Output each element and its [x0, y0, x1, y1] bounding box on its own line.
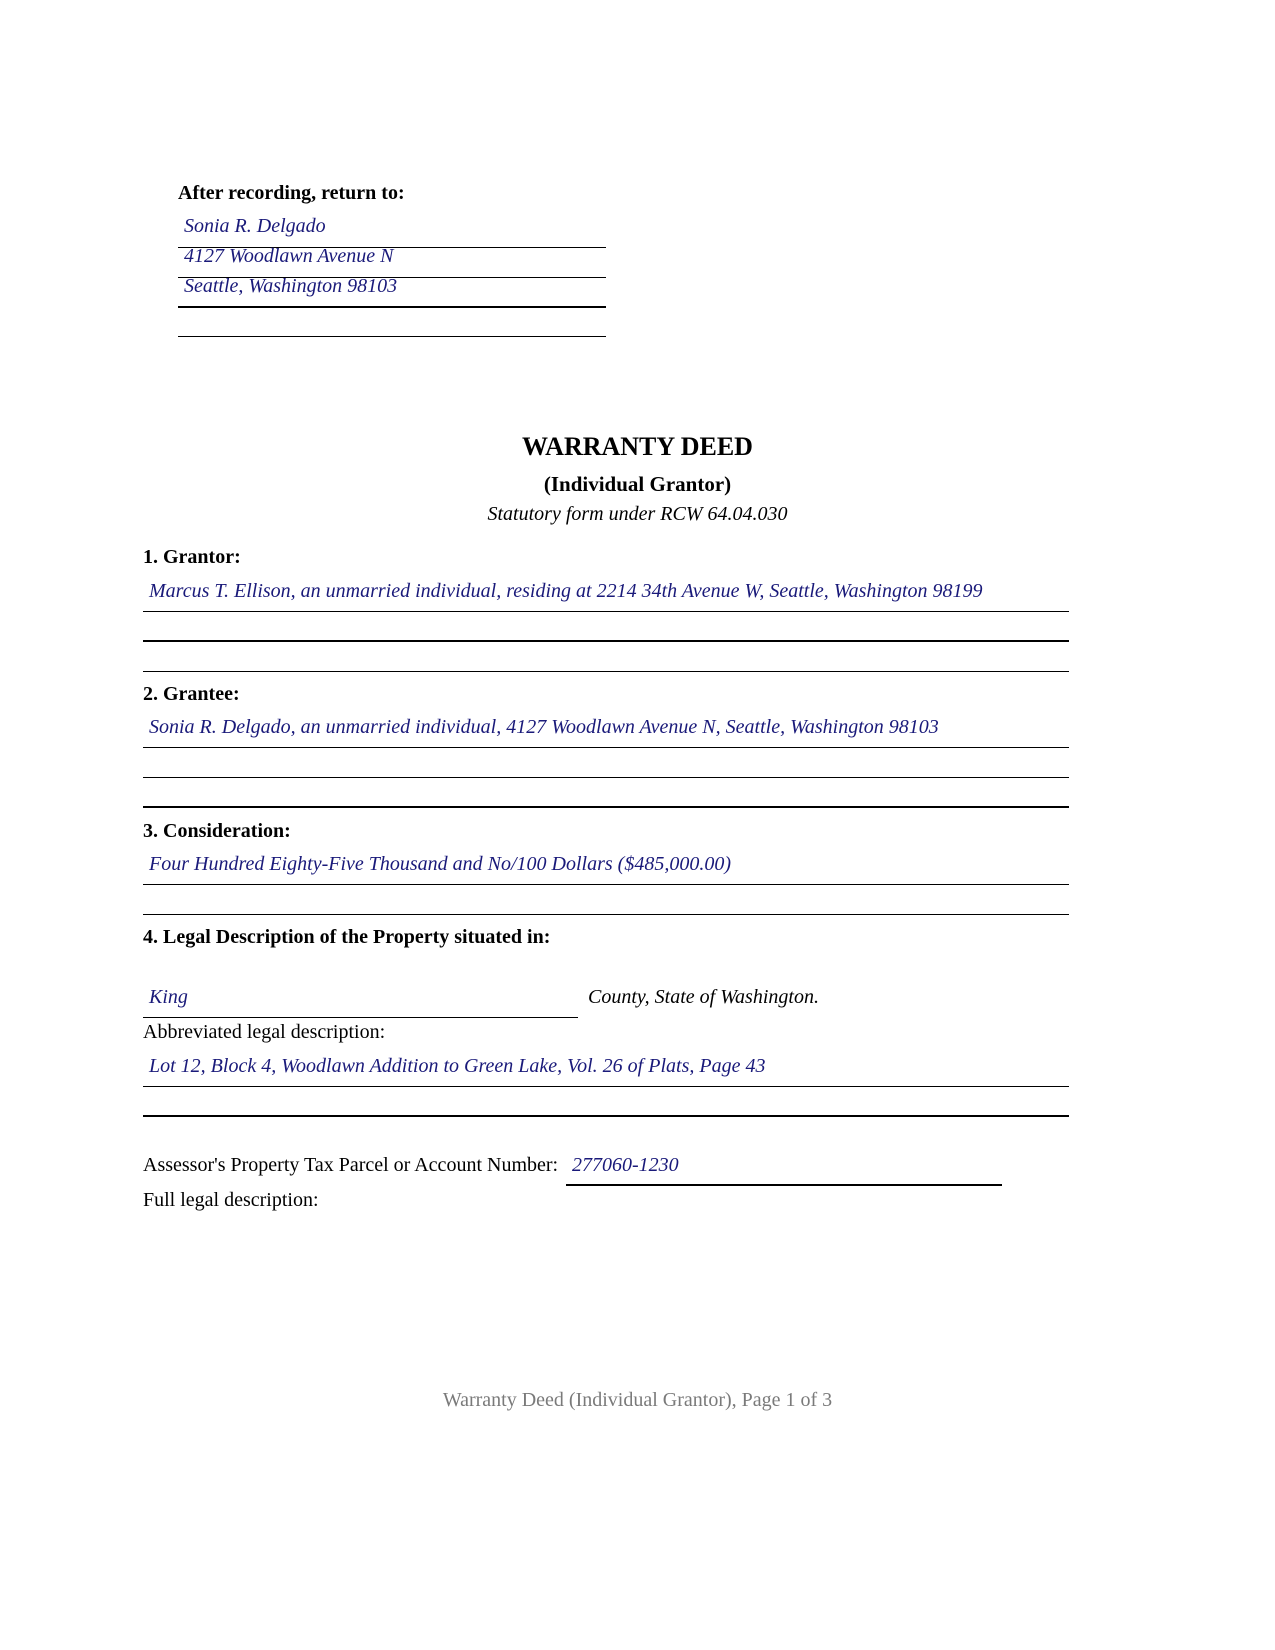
return-to-street[interactable]: 4127 Woodlawn Avenue N: [184, 245, 394, 267]
document-title: WARRANTY DEED: [522, 432, 753, 461]
return-to-line-4: [178, 336, 606, 337]
document-subtitle: (Individual Grantor): [543, 472, 732, 496]
consideration-line-1: [143, 884, 1069, 885]
consideration-line-2: [143, 914, 1069, 915]
parcel-number-value[interactable]: 277060-1230: [572, 1154, 679, 1176]
consideration-label: 3. Consideration:: [143, 820, 291, 842]
grantor-line-1: [143, 611, 1069, 612]
grantee-line-1: [143, 747, 1069, 748]
grantor-line-3: [143, 671, 1069, 672]
grantee-label: 2. Grantee:: [143, 683, 240, 705]
grantor-line-2: [143, 640, 1069, 642]
abbreviated-legal-line-1: [143, 1086, 1069, 1087]
page-footer: Warranty Deed (Individual Grantor), Page 1 of 3: [442, 1389, 833, 1411]
parcel-number-line: [566, 1184, 1002, 1186]
grantee-value[interactable]: Sonia R. Delgado, an unmarried individual, 4127 Woodlawn Avenue N, Seattle, Washington 98103: [149, 716, 939, 738]
full-legal-label: Full legal description:: [143, 1189, 319, 1211]
county-line: [143, 1017, 578, 1018]
grantor-label: 1. Grantor:: [143, 546, 241, 568]
county-value[interactable]: King: [149, 986, 188, 1008]
grantee-line-2: [143, 777, 1069, 778]
parcel-number-label: Assessor's Property Tax Parcel or Account Number:: [143, 1154, 559, 1176]
grantor-value[interactable]: Marcus T. Ellison, an unmarried individual, residing at 2214 34th Avenue W, Seattle, Washington 98199: [149, 580, 983, 602]
grantee-line-3: [143, 806, 1069, 808]
legal-description-label: 4. Legal Description of the Property situated in:: [143, 926, 551, 948]
return-to-name[interactable]: Sonia R. Delgado: [184, 215, 326, 237]
county-suffix: County, State of Washington.: [588, 986, 819, 1008]
statute-reference: Statutory form under RCW 64.04.030: [487, 503, 788, 525]
return-to-heading: After recording, return to:: [178, 182, 405, 204]
abbreviated-legal-value[interactable]: Lot 12, Block 4, Woodlawn Addition to Green Lake, Vol. 26 of Plats, Page 43: [149, 1055, 766, 1077]
abbreviated-legal-label: Abbreviated legal description:: [143, 1021, 386, 1043]
return-to-line-3: [178, 306, 606, 308]
consideration-value[interactable]: Four Hundred Eighty-Five Thousand and No/100 Dollars ($485,000.00): [149, 853, 732, 875]
return-to-city[interactable]: Seattle, Washington 98103: [184, 275, 398, 297]
abbreviated-legal-line-2: [143, 1115, 1069, 1117]
